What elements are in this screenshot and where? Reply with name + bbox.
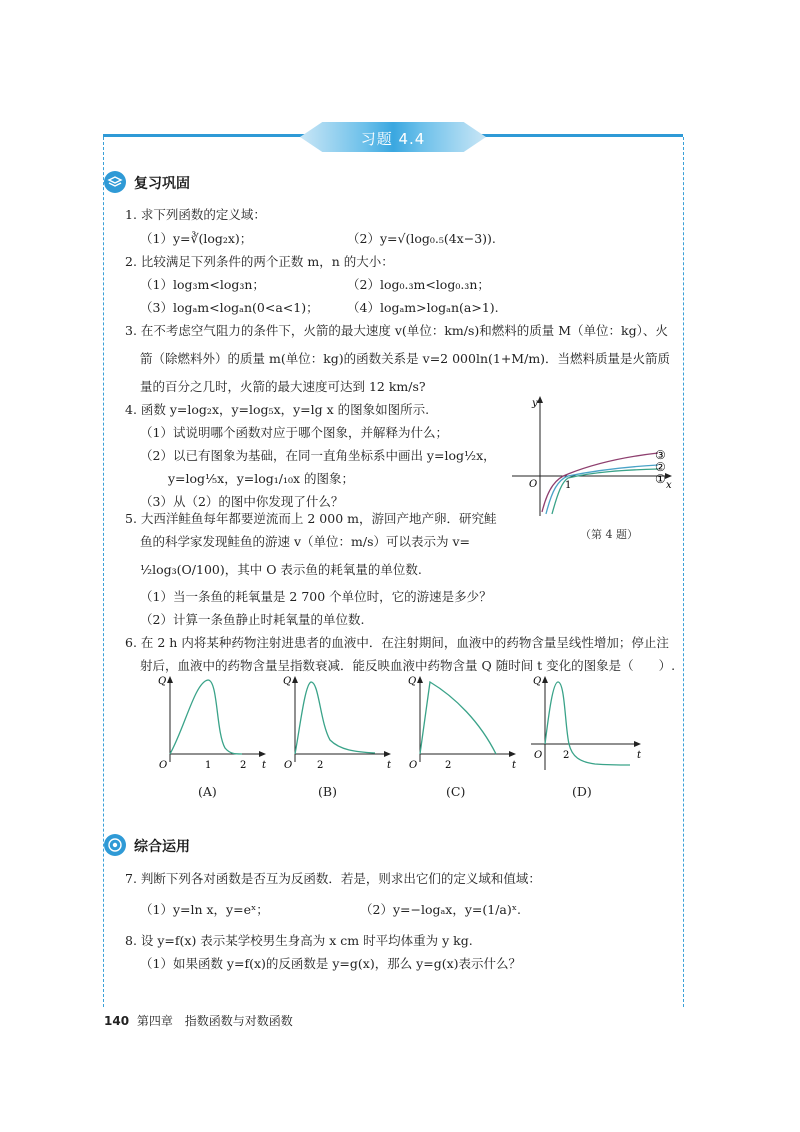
problem-5-line-1: 5. 大西洋鲑鱼每年都要逆流而上 2 000 m，游回产地产卵．研究鲑 (125, 511, 497, 526)
graph-a-origin: O (159, 760, 168, 771)
problem-2-part-4: （4）logₐm>logₐn(a>1). (347, 300, 499, 315)
section-title-apply: 综合运用 (134, 839, 190, 855)
fig4-x-label: x (666, 480, 672, 491)
graph-d (525, 672, 650, 777)
graph-b (275, 672, 400, 772)
graph-d-q-arrow (542, 676, 548, 683)
graph-c-tick-2: 2 (445, 760, 452, 771)
problem-3-line-2: 箭（除燃料外）的质量 m(单位：kg)的函数关系是 v=2 000ln(1+M/m)．当燃料质量是火箭质 (140, 351, 671, 366)
layers-icon (104, 171, 126, 193)
graph-b-label: (B) (318, 784, 337, 799)
figure-4-graph (508, 392, 678, 522)
graph-c-label: (C) (446, 784, 466, 799)
fig4-label-3: ③ (655, 448, 666, 462)
problem-1: 1. 求下列函数的定义域： (125, 207, 266, 222)
graph-b-curve (295, 682, 375, 754)
fig4-x-arrow (665, 473, 672, 479)
figure-4-caption: （第 4 题） (580, 528, 638, 541)
graph-a (150, 672, 275, 772)
graph-c-q-label: Q (408, 676, 417, 687)
problem-4-part-1: （1）试说明哪个函数对应于哪个图象，并解释为什么； (140, 425, 448, 440)
fig4-label-1: ① (655, 472, 666, 486)
graph-b-q-arrow (292, 676, 298, 683)
graph-a-q-arrow (167, 676, 173, 683)
problem-4-part-2: （2）以已有图象为基础，在同一直角坐标系中画出 y=log½x， (140, 448, 496, 463)
fig4-origin-label: O (529, 479, 538, 490)
problem-1-part-2: （2）y=√(log₀.₅(4x−3)). (347, 231, 496, 246)
graph-c-t-arrow (509, 751, 516, 757)
graph-d-curve (545, 682, 630, 765)
graph-c-q-arrow (417, 676, 423, 683)
page-footer (104, 1012, 293, 1029)
problem-8-part-1: （1）如果函数 y=f(x)的反函数是 y=g(x)，那么 y=g(x)表示什么？ (140, 956, 522, 971)
problem-4: 4. 函数 y=log₂x，y=log₅x，y=lg x 的图象如图所示. (125, 402, 430, 417)
apply-section-icon (104, 834, 126, 856)
problem-7-part-2: （2）y=−logₐx，y=(1/a)ˣ. (360, 902, 522, 917)
section-title-review: 复习巩固 (134, 176, 190, 192)
right-dashed-border (683, 137, 684, 1007)
left-dashed-border (103, 137, 104, 1007)
graph-a-tick-1: 1 (205, 760, 212, 771)
problem-3-line-3: 量的百分之几时，火箭的最大速度可达到 12 km/s? (140, 379, 426, 394)
fig4-y-arrow (537, 396, 543, 403)
problem-5-part-2: （2）计算一条鱼静止时耗氧量的单位数. (140, 612, 365, 627)
fig4-label-2: ② (655, 460, 666, 474)
problem-2: 2. 比较满足下列条件的两个正数 m，n 的大小： (125, 254, 394, 269)
fig4-y-label: y (532, 398, 538, 409)
graph-a-tick-2: 2 (240, 760, 247, 771)
graph-b-t-arrow (384, 751, 391, 757)
target-icon (104, 834, 126, 856)
problem-5-part-1: （1）当一条鱼的耗氧量是 2 700 个单位时，它的游速是多少？ (140, 589, 492, 604)
graph-d-origin: O (534, 750, 543, 761)
graph-a-t-label: t (262, 760, 267, 771)
problem-6-line-1: 6. 在 2 h 内将某种药物注射进患者的血液中．在注射期间，血液中的药物含量呈线性增加；停止注 (125, 635, 669, 650)
problem-5-line-3: ½log₃(O/100)，其中 O 表示鱼的耗氧量的单位数. (140, 562, 422, 577)
problem-2-part-2: （2）log₀.₃m<log₀.₃n； (347, 277, 490, 292)
graph-d-t-label: t (637, 750, 642, 761)
review-section-icon (104, 171, 126, 193)
problem-2-part-1: （1）log₃m<log₃n； (140, 277, 265, 292)
graph-a-label: (A) (198, 784, 217, 799)
problem-7-part-1: （1）y=ln x，y=eˣ； (140, 902, 269, 917)
graph-a-t-arrow (259, 751, 266, 757)
problem-1-part-1: （1）y=∛(log₂x)； (140, 231, 253, 246)
graph-a-curve (170, 680, 242, 754)
chapter-title: 指数函数与对数函数 (184, 1014, 293, 1028)
graph-d-tick-2: 2 (563, 750, 570, 761)
graph-b-q-label: Q (283, 676, 292, 687)
graph-a-q-label: Q (158, 676, 167, 687)
graph-c-curve (420, 682, 496, 754)
problem-6-graphs (150, 672, 670, 807)
problem-8: 8. 设 y=f(x) 表示某学校男生身高为 x cm 时平均体重为 y kg. (125, 933, 473, 948)
graph-c-t-label: t (512, 760, 517, 771)
problem-5-line-2: 鱼的科学家发现鲑鱼的游速 v（单位：m/s）可以表示为 v= (140, 534, 471, 549)
graph-b-tick-2: 2 (317, 760, 324, 771)
graph-d-t-arrow (634, 741, 641, 747)
graph-b-t-label: t (387, 760, 392, 771)
page-title: 习题 4.4 (360, 130, 426, 148)
problem-7: 7. 判断下列各对函数是否互为反函数．若是，则求出它们的定义域和值域： (125, 871, 541, 886)
graph-b-origin: O (284, 760, 293, 771)
problem-2-part-3: （3）logₐm<logₐn(0<a<1)； (140, 300, 319, 315)
problem-6-line-2: 射后，血液中的药物含量呈指数衰减．能反映血液中药物含量 Q 随时间 t 变化的图象是（ ）. (140, 658, 676, 673)
problem-4-part-3: （3）从（2）的图中你发现了什么？ (140, 494, 344, 509)
fig4-tick-1: 1 (565, 480, 572, 491)
graph-c (400, 672, 525, 772)
page-number: 140 (104, 1014, 130, 1028)
graph-d-label: (D) (572, 784, 592, 799)
graph-c-origin: O (409, 760, 418, 771)
problem-3-line-1: 3. 在不考虑空气阻力的条件下，火箭的最大速度 v(单位：km/s)和燃料的质量 M（单位：kg）、火 (125, 323, 668, 338)
chapter-label: 第四章 (136, 1014, 173, 1028)
graph-d-q-label: Q (533, 676, 542, 687)
problem-4-part-2-cont: y=log⅕x，y=log₁/₁₀x 的图象； (168, 471, 355, 486)
